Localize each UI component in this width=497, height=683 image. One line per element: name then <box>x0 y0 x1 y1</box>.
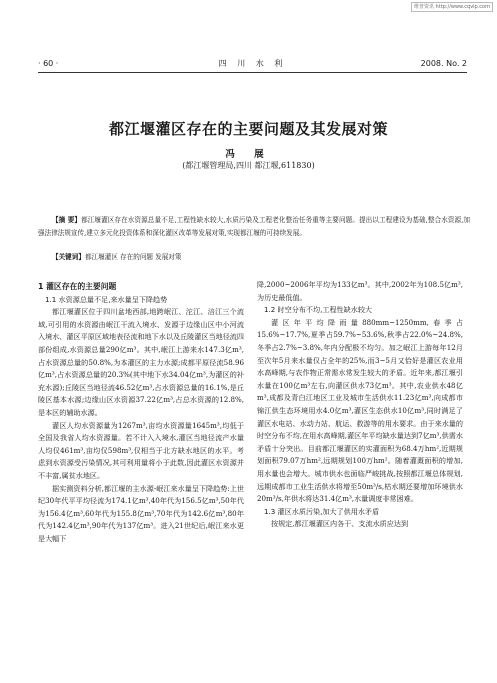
keywords <box>38 251 470 263</box>
author-affiliation: (都江堰管理局,四川 都江堰,611830) <box>182 161 315 170</box>
body-column-right <box>257 279 463 531</box>
watermark-stamp: 维普资讯 http://www.cqvip.com <box>411 2 493 12</box>
abstract-text: 都江堰灌区存在水资源总量不足,工程性缺水较大,水质污染及工程老化整治任务重等主要问题。提出以工程建设为基础,整合水资源,加强法律法规宣传,建立多元化投资体系和深化灌区改革等发展对策,实现都江堰的可持续发展。 <box>38 216 470 237</box>
article-title: 都江堰灌区存在的主要问题及其发展对策 <box>108 120 388 138</box>
journal-name: 四 川 水 利 <box>218 59 287 68</box>
body-paragraph-continued: 降,2000~2006年平均为133亿m³。其中,2002年为108.5亿m³,为历史最低值。 <box>257 280 463 302</box>
author-name: 冯 展 <box>225 149 272 160</box>
keywords-label: 【关键词】 <box>52 253 85 261</box>
issue-number: 2008. No. 2 <box>420 59 467 68</box>
body-paragraph: 按规定,都江堰灌区内各干、支流水质应达到 <box>271 519 409 529</box>
body-paragraph: 灌区年平均降雨量880mm~1250mm,春季占15.6%~17.7%,夏季占59.7%~53.6%,秋季占22.0%~24.8%,冬季占2.7%~3.8%,年内分配极不均匀。加之岷江上游每年12月至次年5月来水量仅占全年的25%,而3~5月又恰好是灌区农业用水高峰期,与农作物正常需水常发生较大的矛盾。近年来,都江堰引水量在100亿m³左右,向灌区供水73亿m³。其中,农业供水48亿m³,成都及青白江地区工业及城市生活供水11.23亿m³,向成都市锦江供生态环境用水4.0亿m³,灌区生态供水10亿m³,同时满足了灌区水电站、水动力站、航运、救游等的用水要求。由于来水量的时空分布不均,在用水高峰期,灌区年平均缺水量达到7亿m³,供需水矛盾十分突出。目前都江堰灌区的实灌面积为68.4万hm²,近期规划面积79.07万hm²,远期规划100万hm²。随着灌溉面积的增加,用水量也会增大。城市供水也面临严峻挑战,按照都江堰总体规划,远期成都市工业生活供水将增至50m³/s,枯水期还要增加环境供水20m³/s,年供水将达31.4亿m³,水量调度非常困难。 <box>257 317 463 504</box>
page-number: · 60 · <box>38 59 59 68</box>
body-paragraph: 据实测资料分析,都江堰的主水源-岷江来水量呈下降趋势:上世纪30年代平平均径流为174.1亿m³,40年代为156.5亿m³,50年代为156.4亿m³,60年代为155.8亿m³,70年代为142.6亿m³,80年代为142.4亿m³,90年代为137亿m³。进入21世纪后,岷江来水更是大幅下 <box>38 483 244 543</box>
section-heading: 1 灌区存在的主要问题 <box>38 282 117 291</box>
body-paragraph: 都江堰灌区位于四川盆地西部,地跨岷江、沱江、涪江三个流域,可引用的水资源由岷江干流入境水、发源于边缘山区中小河流入境水、灌区平原区域地表径流和地下水以及丘陵灌区当地径流四部份组成,水资源总量290亿m³。其中,岷江上游来水147.3亿m³,占水资源总量的50.8%,为本灌区的主力水源;成都平原径流58.96亿m³,占水资源总量的20.3%(其中地下水34.04亿m³,为灌区的补充水源);丘陵区当地径流46.52亿m³,占水资源总量的16.1%,是丘陵区基本水源;边缘山区水资源37.22亿m³,占总水资源的12.8%,是本区的辅助水源。 <box>38 307 244 417</box>
subsection-heading: 1.2 时空分布不均,工程性缺水较大 <box>264 305 373 315</box>
abstract-label: 【摘 要】 <box>52 216 82 224</box>
body-column-left <box>38 279 244 545</box>
running-header <box>38 56 467 73</box>
abstract <box>38 214 470 239</box>
subsection-heading: 1.3 灌区水质污染,加大了供用水矛盾 <box>264 506 380 516</box>
keywords-text: 都江堰灌区 存在的问题 发展对策 <box>84 253 182 261</box>
body-paragraph: 灌区人均水资源量为1267m³,亩均水资源量1645m³,均低于全国及我省人均水资源量。若不计入入境水,灌区当地径流产水量人均仅461m³,亩均仅598m³,仅相当于北方缺水地区的水平。考虑到水资源受污染情况,其可利用量将小于此数,因此灌区水资源并不丰富,属贫水地区。 <box>38 420 244 480</box>
subsection-heading: 1.1 水资源总量不足,来水量呈下降趋势 <box>45 294 168 304</box>
